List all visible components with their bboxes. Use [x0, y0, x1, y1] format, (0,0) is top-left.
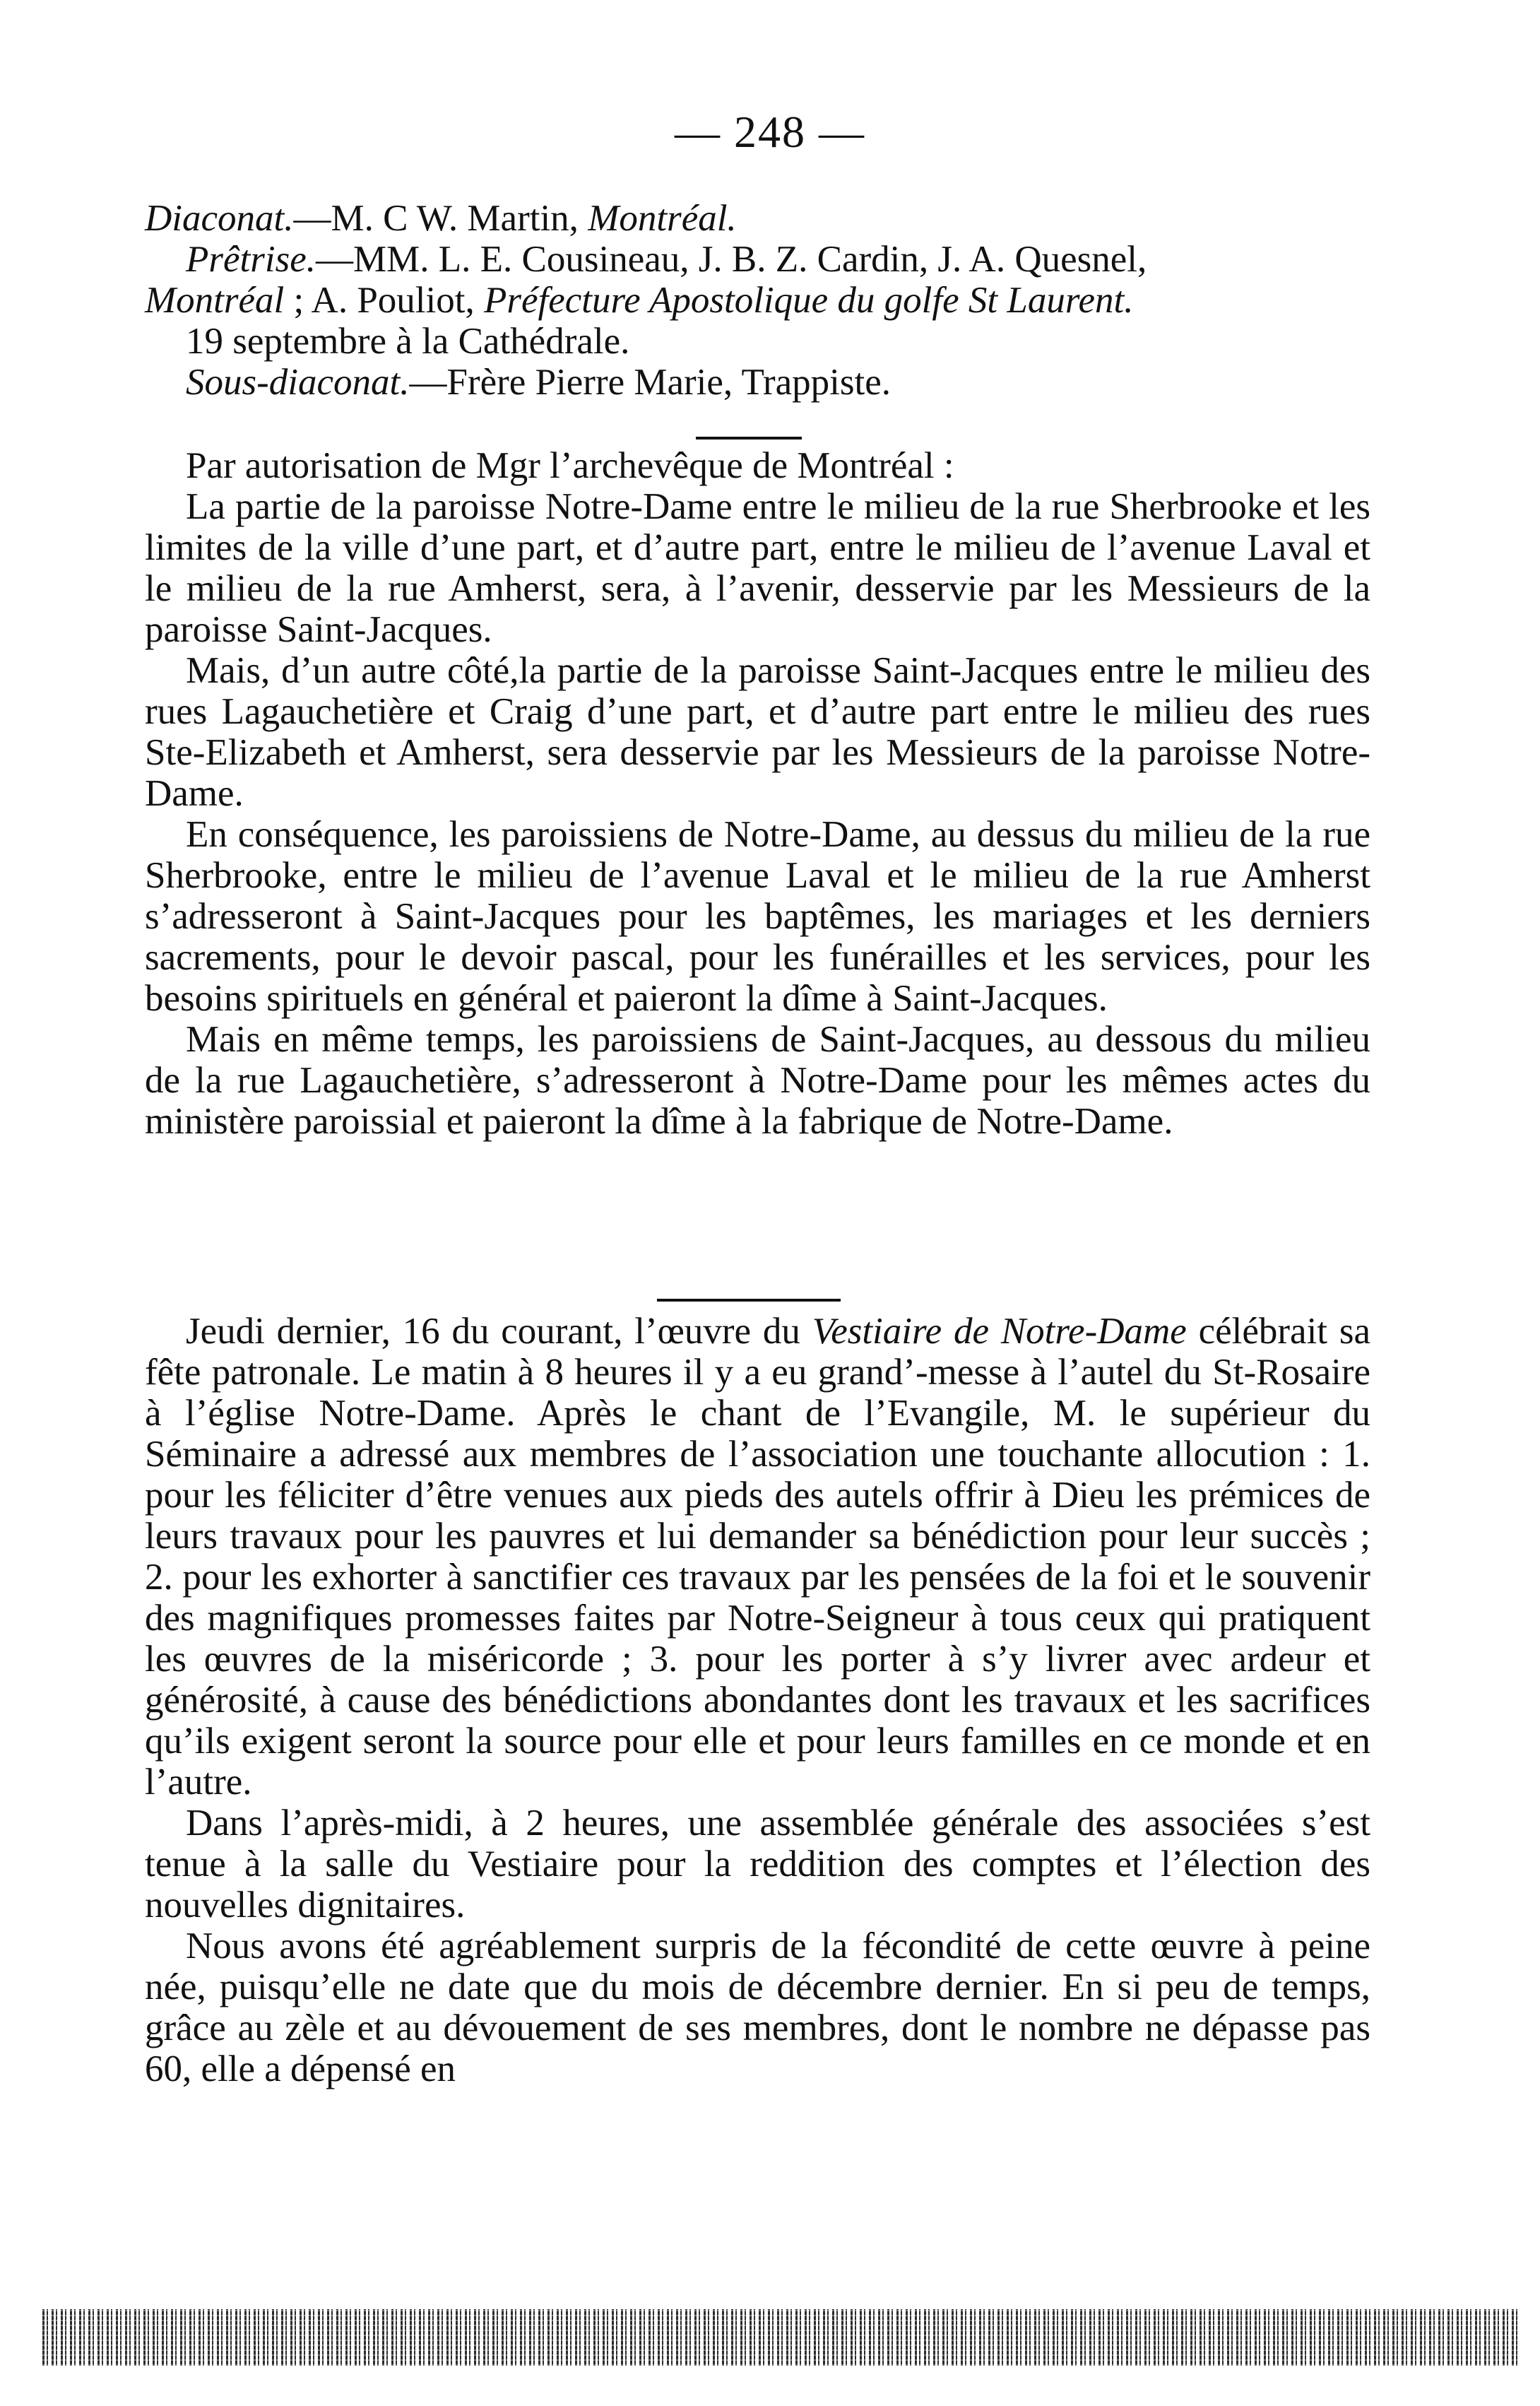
notice-paragraph: Mais en même temps, les paroissiens de Saint-Jacques, au dessous du milieu de la rue Lagauchetière, s’adresseront à Notre-Dame pour les mêmes actes du ministère paroissial et paieront la dîme à la fabrique de Notre-Dame.	[145, 1019, 1370, 1142]
article-paragraph: Dans l’après-midi, à 2 heures, une assemblée générale des associées s’est tenue à la salle du Vestiaire pour la reddition des comptes et l’élection des nouvelles dignitaires.	[145, 1803, 1370, 1926]
notice-paragraph: La partie de la paroisse Notre-Dame entre le milieu de la rue Sherbrooke et les limites de la ville d’une part, et d’autre part, entre le milieu de l’avenue Laval et le milieu de la rue Amherst, sera, à l’avenir, desservie par les Messieurs de la paroisse Saint-Jacques.	[145, 486, 1370, 650]
ordination-diaconat	[145, 198, 1370, 239]
ordination-pretrise	[145, 239, 1370, 280]
ordination-names: —M. C W. Martin,	[293, 198, 588, 239]
article-paragraph: Nous avons été agréablement surpris de la fécondité de cette œuvre à peine née, puisqu’elle ne date que du mois de décembre dernier. En si peu de temps, grâce au zèle et au dévouement de ses membres, dont le nombre ne dépasse pas 60, elle a dépensé en	[145, 1926, 1370, 2089]
section-divider	[696, 437, 802, 440]
ordination-label: Prêtrise.	[186, 239, 316, 280]
ordination-label: Sous-diaconat.	[186, 362, 410, 403]
scan-edge-noise	[42, 2309, 1519, 2366]
ordination-place: Montréal	[145, 280, 285, 321]
article-text: célébrait sa fête patronale. Le matin à 8 heures il y a eu grand’-messe à l’autel du St-Rosaire à l’église Notre-Dame. Après le chant de l’Evangile, M. le supérieur du Séminaire a adressé aux membres de l’association une touchante allocution : 1. pour les féliciter d’être venues aux pieds des autels offrir à Dieu les prémices de leurs travaux pour les pauvres et lui demander sa bénédiction pour leur succès ; 2. pour les exhorter à sanctifier ces travaux par les pensées de la foi et le souvenir des magnifiques promesses faites par Notre-Seigneur à tous ceux qui pratiquent les œuvres de la miséricorde ; 3. pour les porter à s’y livrer avec ardeur et générosité, à cause des bénédictions abondantes dont les travaux et les sacrifices qu’ils exigent seront la source pour elle et pour leurs familles en ce monde et en l’autre.	[145, 1311, 1370, 1803]
article-title-ref: Vestiaire de Notre-Dame	[812, 1311, 1187, 1352]
ordination-place: Préfecture Apostolique du golfe St Laurent.	[483, 280, 1134, 321]
notice-intro: Par autorisation de Mgr l’archevêque de Montréal :	[186, 445, 954, 486]
ordination-label: Diaconat.	[145, 198, 294, 239]
ordination-names: —Frère Pierre Marie, Trappiste.	[409, 362, 891, 403]
article-paragraph	[145, 1311, 1370, 1803]
ordination-place: Montréal.	[588, 198, 737, 239]
vestiaire-article	[145, 1311, 1370, 2089]
ordination-sous-diaconat	[145, 362, 1370, 403]
parish-notice	[145, 445, 1370, 1142]
ordination-date: 19 septembre à la Cathédrale.	[186, 321, 630, 362]
article-text: Jeudi dernier, 16 du courant, l’œuvre du	[186, 1311, 812, 1352]
page-number: — 248 —	[675, 107, 865, 157]
ordination-list	[145, 198, 1370, 403]
section-divider	[657, 1299, 841, 1302]
ordination-names: ; A. Pouliot,	[284, 280, 484, 321]
notice-paragraph: Mais, d’un autre côté,la partie de la paroisse Saint-Jacques entre le milieu des rues Lagauchetière et Craig d’une part, et d’autre part entre le milieu des rues Ste-Elizabeth et Amherst, sera desservie par les Messieurs de la paroisse Notre-Dame.	[145, 650, 1370, 814]
notice-paragraph: En conséquence, les paroissiens de Notre-Dame, au dessus du milieu de la rue Sherbrooke, entre le milieu de l’avenue Laval et le milieu de la rue Amherst s’adresseront à Saint-Jacques pour les baptêmes, les mariages et les derniers sacrements, pour le devoir pascal, pour les funérailles et les services, pour les besoins spirituels en général et paieront la dîme à Saint-Jacques.	[145, 814, 1370, 1019]
ordination-pretrise-cont	[145, 280, 1370, 321]
ordination-names: —MM. L. E. Cousineau, J. B. Z. Cardin, J. A. Quesnel,	[316, 239, 1147, 280]
